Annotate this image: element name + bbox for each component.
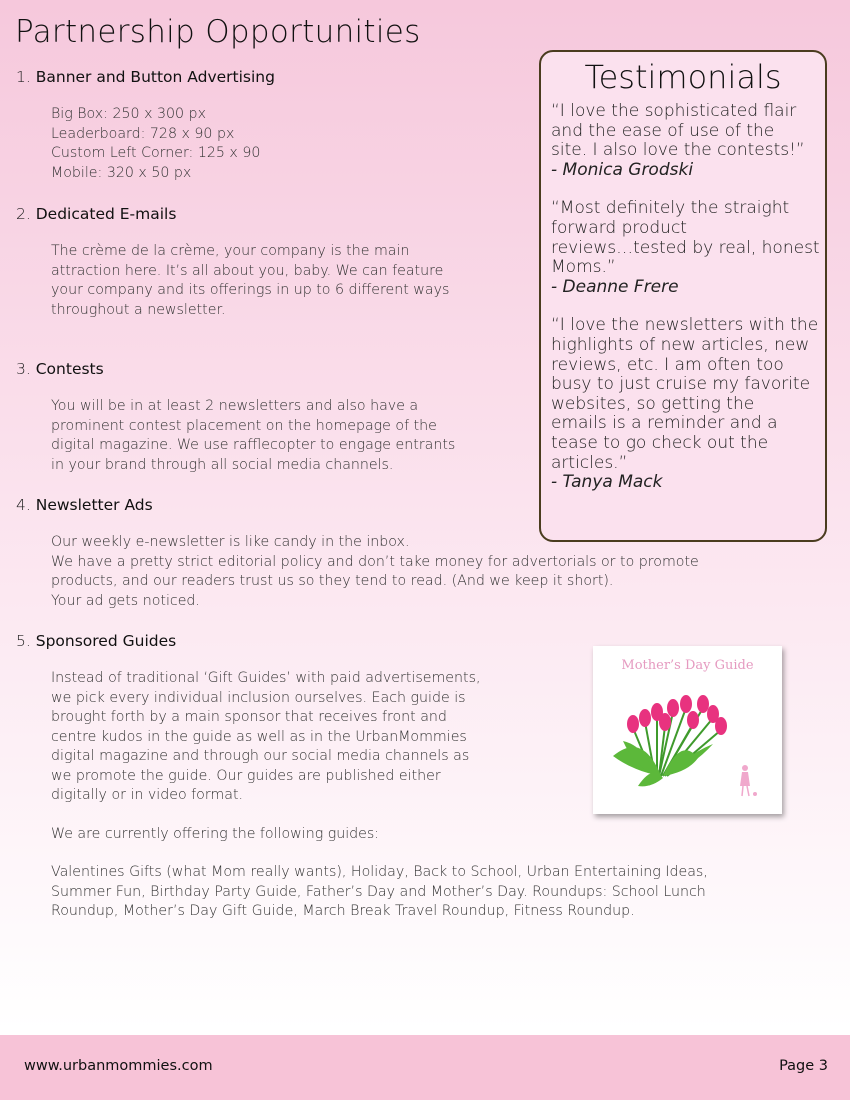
section-heading: 3. Contests	[16, 360, 104, 378]
testimonial-quote: “I love the newsletters with the highlights of new articles, new reviews, etc. I am often too busy to just cruise my favorite websites, so getting the emails is a reminder and a tease to go check out the articles.” - Tanya Mack	[551, 316, 821, 492]
testimonial-quote: “I love the sophisticated flair and the ease of use of the site. I also love the contests!” - Monica Grodski	[551, 102, 821, 180]
testimonial-author: - Deanne Frere	[551, 276, 679, 297]
guides-intro: We are currently offering the following guides:	[51, 825, 380, 842]
section-body: Instead of traditional ‘Gift Guides’ with paid advertisements, we pick every individual inclusion ourselves. Each guide is brought forth by a main sponsor that receives front and centre kudos in the guide as well as in the UrbanMommies digital magazine and through our social media channels as we promote the guide. Our guides are published either digitally or in video format.	[51, 670, 481, 803]
section-heading: 4. Newsletter Ads	[16, 496, 153, 514]
testimonial-author: - Tanya Mack	[551, 472, 663, 493]
testimonial-author: - Monica Grodski	[551, 159, 694, 180]
mothers-day-guide-image	[593, 646, 782, 814]
section-banner-advertising	[16, 68, 536, 183]
guides-list: Valentines Gifts (what Mom really wants), Holiday, Back to School, Urban Entertaining Ideas, Summer Fun, Birthday Party Guide, Father’s Day and Mother’s Day. Roundups: School Lunch Roundup, Mother’s Day Gift Guide, March Break Travel Roundup, Fitness Roundup.	[51, 864, 708, 919]
footer-url[interactable]: www.urbanmommies.com	[24, 1058, 213, 1074]
section-body: The crème de la crème, your company is the main attraction here. It’s all about you, baby. We can feature your company and its offerings in up to 6 different ways throughout a newsletter.	[51, 243, 450, 318]
section-heading: 2. Dedicated E-mails	[16, 205, 177, 223]
section-heading: 1. Banner and Button Advertising	[16, 68, 275, 86]
section-body: You will be in at least 2 newsletters and also have a prominent contest placement on the homepage of the digital magazine. We use rafflecopter to engage entrants in your brand through all social media channels.	[51, 398, 456, 473]
footer-bar	[0, 1035, 850, 1100]
testimonials-box	[539, 50, 827, 542]
page-number: Page 3	[779, 1058, 828, 1074]
section-dedicated-emails	[16, 205, 536, 320]
section-body: Our weekly e-newsletter is like candy in the inbox. We have a pretty strict editorial policy and don’t take money for advertorials or to promote products, and our readers trust us so they tend to read. (And we keep it short). Your ad gets noticed.	[51, 534, 699, 609]
page-title: Partnership Opportunities	[15, 14, 421, 50]
tulips-icon	[593, 646, 782, 814]
section-heading: 5. Sponsored Guides	[16, 632, 177, 650]
section-contests	[16, 360, 536, 475]
section-body: Big Box: 250 x 300 px Leaderboard: 728 x 90 px Custom Left Corner: 125 x 90 Mobile: 320 x 50 px	[51, 106, 261, 181]
guide-image-title: Mother’s Day Guide	[621, 658, 754, 673]
testimonials-title: Testimonials	[584, 58, 782, 96]
testimonial-quote: “Most definitely the straight forward product reviews…tested by real, honest Moms.” - Deanne Frere	[551, 198, 820, 297]
